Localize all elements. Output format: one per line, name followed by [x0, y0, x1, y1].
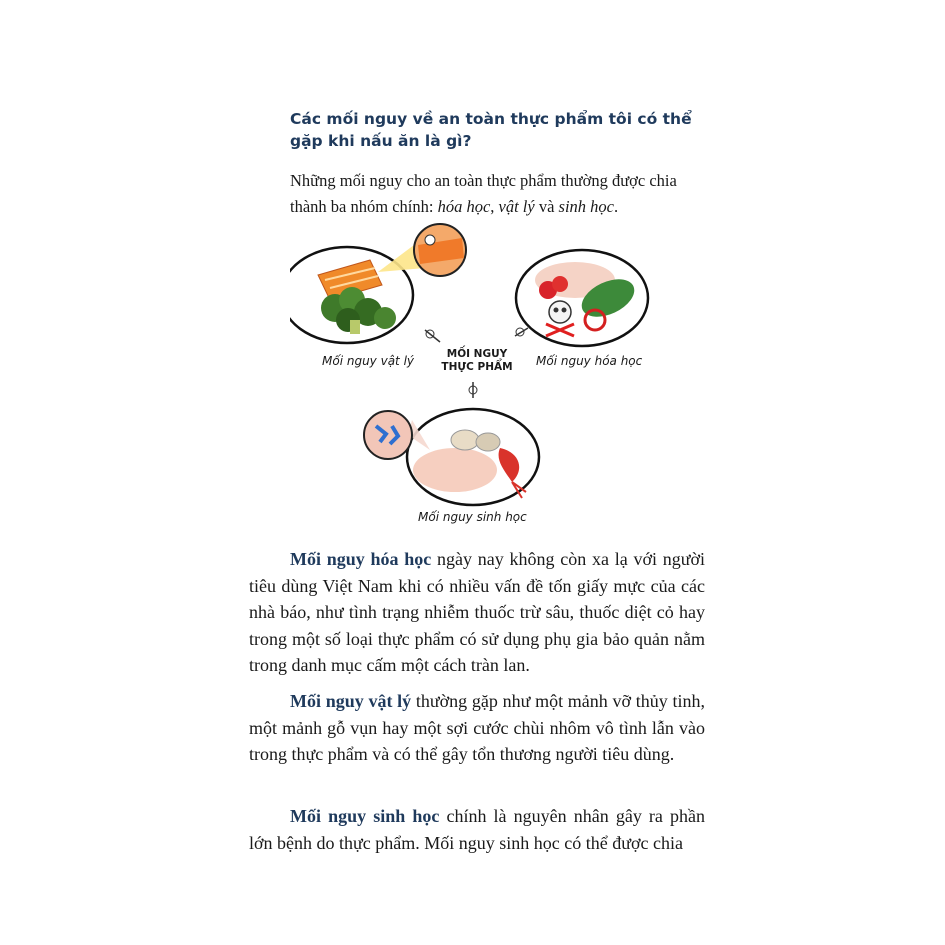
center-label-line2: THỰC PHẨM	[441, 361, 513, 373]
intro-separator: và	[534, 197, 559, 216]
chemical-hazard-caption: Mối nguy hóa học	[536, 354, 643, 368]
chemical-hazard-illustration	[516, 250, 648, 346]
lead-term: Mối nguy vật lý	[290, 691, 412, 711]
lead-term: Mối nguy hóa học	[290, 549, 432, 569]
paragraph-physical	[249, 688, 705, 768]
intro-end: .	[614, 197, 619, 216]
food-hazard-center-label	[432, 348, 522, 374]
intro-text: Những mối nguy cho an toàn thực phẩm thường được chia thành ba nhóm chính:	[290, 171, 677, 216]
term-biological: sinh học	[558, 197, 615, 216]
paragraph-text: ngày nay không còn xa lạ với người tiêu dùng Việt Nam khi có nhiều vấn đề tốn giấy mực của các nhà báo, như tình trạng nhiễm thuốc trừ sâu, thuốc diệt cỏ hay trong một số loại thực phẩm có sử dụng phụ gia bảo quản nằm trong danh mục cấm một cách tràn lan.	[249, 549, 705, 675]
paragraph-chemical	[249, 546, 705, 679]
paragraph-text: chính là nguyên nhân gây ra phần lớn bệnh do thực phẩm. Mối nguy sinh học có thể được chia	[249, 806, 706, 853]
biological-hazard-illustration	[364, 409, 539, 505]
paragraph-biological	[249, 803, 705, 856]
biological-hazard-caption: Mối nguy sinh học	[418, 510, 527, 524]
center-label-line1: MỐI NGUY	[446, 348, 508, 360]
lead-term: Mối nguy sinh học	[290, 806, 440, 826]
term-physical: vật lý	[498, 197, 535, 216]
term-chemical: hóa học	[437, 197, 491, 216]
intro-separator: ,	[490, 197, 499, 216]
physical-hazard-illustration	[290, 224, 466, 343]
food-hazard-diagram	[290, 220, 670, 530]
physical-hazard-caption: Mối nguy vật lý	[322, 354, 414, 368]
paragraph-text: thường gặp như một mảnh vỡ thủy tinh, một mảnh gỗ vụn hay một sợi cước chùi nhôm vô tình lẫn vào trong thực phẩm và có thể gây tổn thương người tiêu dùng.	[249, 691, 705, 764]
intro-paragraph	[290, 168, 690, 220]
section-heading: Các mối nguy về an toàn thực phẩm tôi có thể gặp khi nấu ăn là gì?	[290, 110, 692, 150]
